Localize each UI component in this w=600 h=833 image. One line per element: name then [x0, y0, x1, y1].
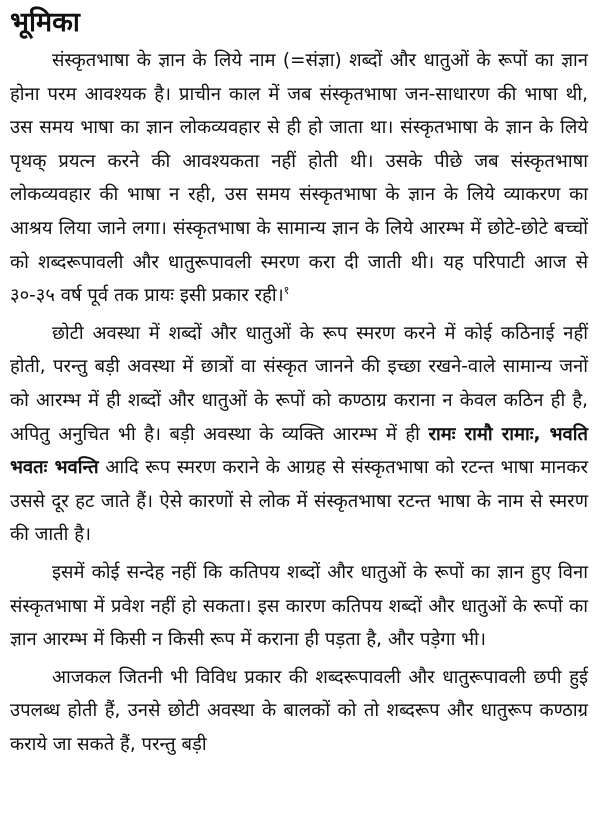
paragraph-1: [10, 44, 588, 313]
footnote-mark: १: [283, 284, 290, 298]
paragraph-3-text: इसमें कोई सन्देह नहीं कि कतिपय शब्दों और धातुओं के रूपों का ज्ञान हुए विना संस्कृतभाषा में प्रवेश नहीं हो सकता। इस कारण कतिपय शब्दों और धातुओं के रूपों का ज्ञान आरम्भ में किसी न किसी रूप में कराना ही पड़ता है, और पड़ेगा भी।: [10, 561, 588, 651]
paragraph-4-text: आजकल जितनी भी विविध प्रकार की शब्दरूपावली और धातुरूपावली छपी हुई उपलब्ध होती हैं, उनसे छोटी अवस्था के बालकों को तो शब्दरूप और धातुरूप कण्ठाग्र कराये जा सकते हैं, परन्तु बड़ी: [10, 666, 588, 755]
paragraph-2: [10, 317, 588, 552]
paragraph-2-bold-example: रामः रामौ रामाः, भवति भवतः भवन्ति: [10, 423, 588, 479]
paragraph-3: [10, 556, 588, 657]
page-title: भूमिका: [10, 7, 80, 38]
paragraph-1-text: संस्कृतभाषा के ज्ञान के लिये नाम (=संज्ञा) शब्दों और धातुओं के रूपों का ज्ञान होना परम आवश्यक है। प्राचीन काल में जब संस्कृतभाषा जन-साधारण की भाषा थी, उस समय भाषा का ज्ञान लोकव्यवहार से ही हो जाता था। संस्कृतभाषा के ज्ञान के लिये पृथक् प्रयत्न करने की आवश्यकता नहीं होती थी। उसके पीछे जब संस्कृतभाषा लोकव्यवहार की भाषा न रही, उस समय संस्कृतभाषा के ज्ञान के लिये व्याकरण का आश्रय लिया जाने लगा। संस्कृतभाषा के सामान्य ज्ञान के लिये आरम्भ में छोटे-छोटे बच्चों को शब्दरूपावली और धातुरूपावली स्मरण करा दी जाती थी। यह परिपाटी आज से ३०-३५ वर्ष पूर्व तक प्रायः इसी प्रकार रही।: [10, 50, 588, 307]
paragraph-2-text-after: आदि रूप स्मरण कराने के आग्रह से संस्कृतभाषा को रटन्त भाषा मानकर उससे दूर हट जाते हैं। ऐसे कारणों से लोक में संस्कृतभाषा रटन्त भाषा के नाम से स्मरण की जाती है।: [10, 457, 588, 546]
paragraph-2-text-before: छोटी अवस्था में शब्दों और धातुओं के रूप स्मरण करने में कोई कठिनाई नहीं होती, परन्तु बड़ी अवस्था में छात्रों वा संस्कृत जानने की इच्छा रखने-वाले सामान्य जनों को आरम्भ में ही शब्दों और धातुओं के रूपों को कण्ठाग्र कराना न केवल कठिन ही है, अपितु अनुचित भी है। बड़ी अवस्था के व्यक्ति आरम्भ में ही: [10, 322, 588, 445]
paragraph-4: [10, 661, 588, 762]
